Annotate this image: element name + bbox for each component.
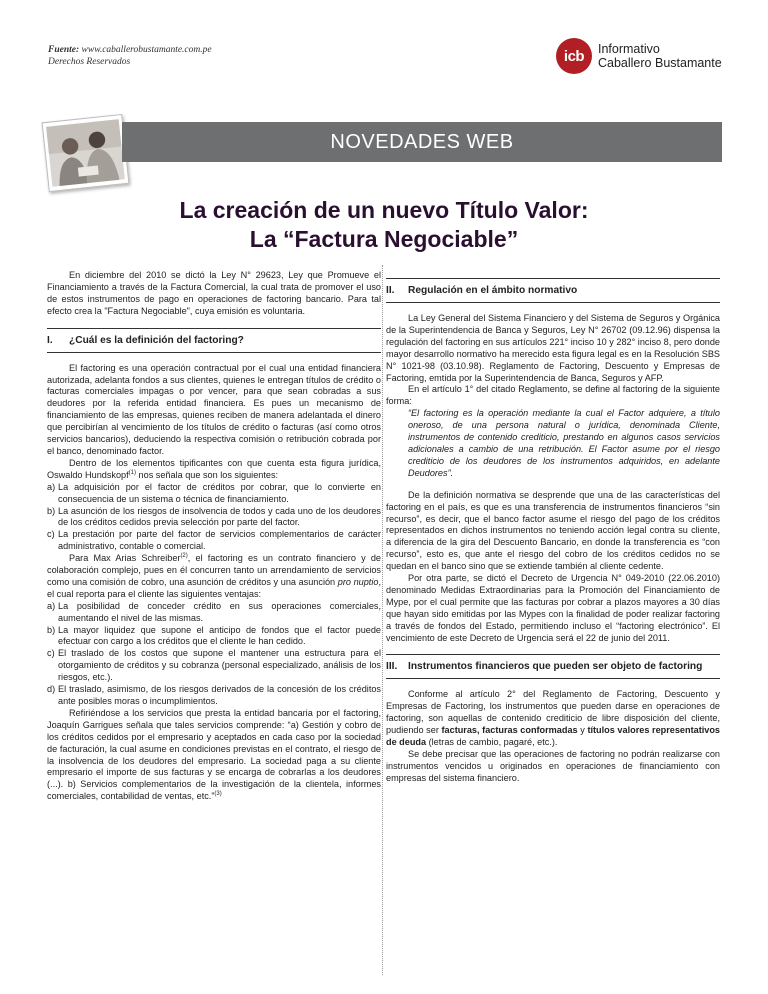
section-heading-3: III. Instrumentos financieros que pueden ser objeto de factoring: [386, 654, 720, 679]
section-heading-2: II. Regulación en el ámbito normativo: [386, 278, 720, 303]
intro-paragraph: En diciembre del 2010 se dictó la Ley N° 29623, Ley que Promueve el Financiamiento a través de la Factura Comercial, la cual trata de promover el uso de estos instrumentos de pago en operaciones de factoring bancario. Para tal efecto crea la "Factura Negociable", cuya emisión es voluntaria.: [47, 270, 381, 316]
brand-name: Informativo Caballero Bustamante: [598, 42, 722, 70]
paragraph: El factoring es una operación contractual por el cual una entidad financiera autorizada, adelanta fondos a sus clientes, quienes le entregan títulos de crédito o facturas comerciales impagas o por vencer, para que sean cobradas a sus deudores por la referida entidad financiera. Es pues un mecanismo de financiamiento de las empresas, quienes reciben de manera adelantada el dinero que percibirían al vencimiento de los títulos de crédito o facturas (así como otros servicios bancarios), deduciendo la respectiva comisión o retribución cobrada por el banco, denominado factor.: [47, 362, 381, 456]
list-item: b) La asunción de los riesgos de insolvencia de todos y cada uno de los deudores de los créditos cedidos previa selección por parte del factor.: [47, 505, 381, 528]
paragraph: En el artículo 1° del citado Reglamento, se define al factoring de la siguiente forma:: [386, 384, 720, 407]
paragraph: De la definición normativa se desprende que una de las características del factoring en el país, es que es una transferencia de instrumentos financieros “sin recurso”, es decir, que el banco factor asume el riesgo del pago de los créditos representados en dichos instrumentos no teniendo acción legal contra su cliente, a diferencia de la gira del Descuento Bancario, en donde la transferencia es “con recurso”, esto es, que ante el riesgo del cobro de los créditos cedidos no se quedan en el banco sino que se extiende también al cliente cedente.: [386, 489, 720, 572]
article-title: La creación de un nuevo Título Valor: La “Factura Negociable”: [179, 197, 589, 252]
hero-photo: [42, 114, 130, 192]
source-url[interactable]: www.caballerobustamante.com.pe: [81, 45, 212, 55]
list-item: c) La prestación por parte del factor de servicios complementarios de carácter administrativo, contable o comercial.: [47, 529, 381, 552]
paragraph: Para Max Arias Schreiber$^{(2)}$, el factoring es un contrato financiero y de colaboración complejo, pues en él concurren tanto un arrendamiento de servicios como una comisión de cobro, una asunción de créditos y una asunción pro nuptio, el cual reporta para el cliente las siguientes ventajas:: [47, 553, 381, 599]
list-item: c) El traslado de los costos que supone el mantener una estructura para el otorgamiento de créditos y su cobranza (personal especializado, análisis de los riesgos, etc.).: [47, 648, 381, 683]
icb-logo: icb: [556, 38, 592, 74]
right-column: [386, 278, 720, 785]
paragraph: Por otra parte, se dictó el Decreto de Urgencia N° 049-2010 (22.06.2010) denominado Medidas Extraordinarias para la Promoción del Financiamiento de Mype, por el cual permite que las facturas por cobrar a plazos mayores a 30 días que hayan sido emitidas por las Mypes con la finalidad de poder realizar factoring a través de fondos del Estado, permitiendo incluso el “factoring electrónico”. El vencimiento de este Decreto de Urgencia será el 22 de junio del 2011.: [386, 573, 720, 643]
rights-text: Derechos Reservados: [48, 57, 131, 67]
definition-quote: “El factoring es la operación mediante la cual el Factor adquiere, a título oneroso, de una persona natural o jurídica, denominada Cliente, instrumentos de contenido crediticio, prestando en algunos casos servicios adicionales a cambio de una retribución. El Factor asume por el riesgo crediticio de los deudores de los instrumentos adquiridos, en adelante Deudores”.: [408, 408, 720, 478]
people-photo-icon: [46, 118, 125, 187]
column-divider: [382, 265, 383, 975]
paragraph: Dentro de los elementos tipificantes con que cuenta esta figura jurídica, Oswaldo Hundskopf$^{(1)}$ nos señala que son los siguientes:: [47, 457, 381, 480]
paragraph: Se debe precisar que las operaciones de factoring no podrán realizarse con instrumentos vencidos u originados en operaciones de financiamiento con empresas del sistema financiero.: [386, 749, 720, 783]
paragraph: Conforme al artículo 2° del Reglamento de Factoring, Descuento y Empresas de Factoring, los instrumentos que pueden darse en operaciones de factoring, son aquellas de contenido crediticio de libre disposición del cliente, pudiendo ser facturas, facturas conformadas y títulos valores representativos de deuda (letras de cambio, pagaré, etc.).: [386, 689, 720, 748]
list-item: b) La mayor liquidez que supone el anticipo de fondos que el factor puede efectuar con cargo a los créditos que el cliente le han cedido.: [47, 624, 381, 647]
section-heading-1: I. ¿Cuál es la definición del factoring?: [47, 328, 381, 353]
list-1: [47, 482, 381, 553]
paragraph: La Ley General del Sistema Financiero y del Sistema de Seguros y Orgánica de la Superintendencia de Banca y Seguros, Ley N° 26702 (09.12.96) dispensa la regulación del factoring en sus artículos 221° inciso 10 y 282° inciso 8, pero donde mayor desarrollo normativo ha merecido esta figura legal es en la Resolución SBS N° 1021-98 (03.10.98). Reglamento de Factoring, Descuento y Empresas de Factoring, emtida por la Superintendencia de Banca, Seguros y AFP.: [386, 313, 720, 383]
source-label: Fuente:: [48, 45, 80, 55]
list-item: a) La adquisición por el factor de créditos por cobrar, que lo convierte en consecuencia de un sistema o técnica de financiamiento.: [47, 481, 381, 504]
list-2: [47, 601, 381, 708]
paragraph: Refiriéndose a los servicios que presta la entidad bancaria por el factoring, Joaquín Garrigues señala que tales servicios comprende: “a) Gestión y cobro de los créditos cedidos por el empresario y aceptados en cada caso por la sociedad de facturación, la cual asume en condiciones previstas en el contrato, el riesgo de la insolvencia de los deudores del empresario. La sociedad paga a su cliente empresario el importe de sus facturas y se encarga de cobrarlas a los deudores (...). b) Servicios complementarios de la investigación de la clientela, informes comerciales, contabilidad de ventas, etc.”$^{(3)}$: [47, 707, 381, 802]
brand: [556, 38, 722, 74]
list-item: a) La posibilidad de conceder crédito en sus operaciones comerciales, aumentando el nivel de las mismas.: [47, 600, 381, 623]
source-note: [48, 44, 212, 68]
section-banner: NOVEDADES WEB: [122, 122, 722, 162]
left-column: [47, 270, 381, 803]
list-item: d) El traslado, asimismo, de los riesgos derivados de la concesión de los créditos ante posibles moras o incumplimientos.: [47, 684, 381, 706]
